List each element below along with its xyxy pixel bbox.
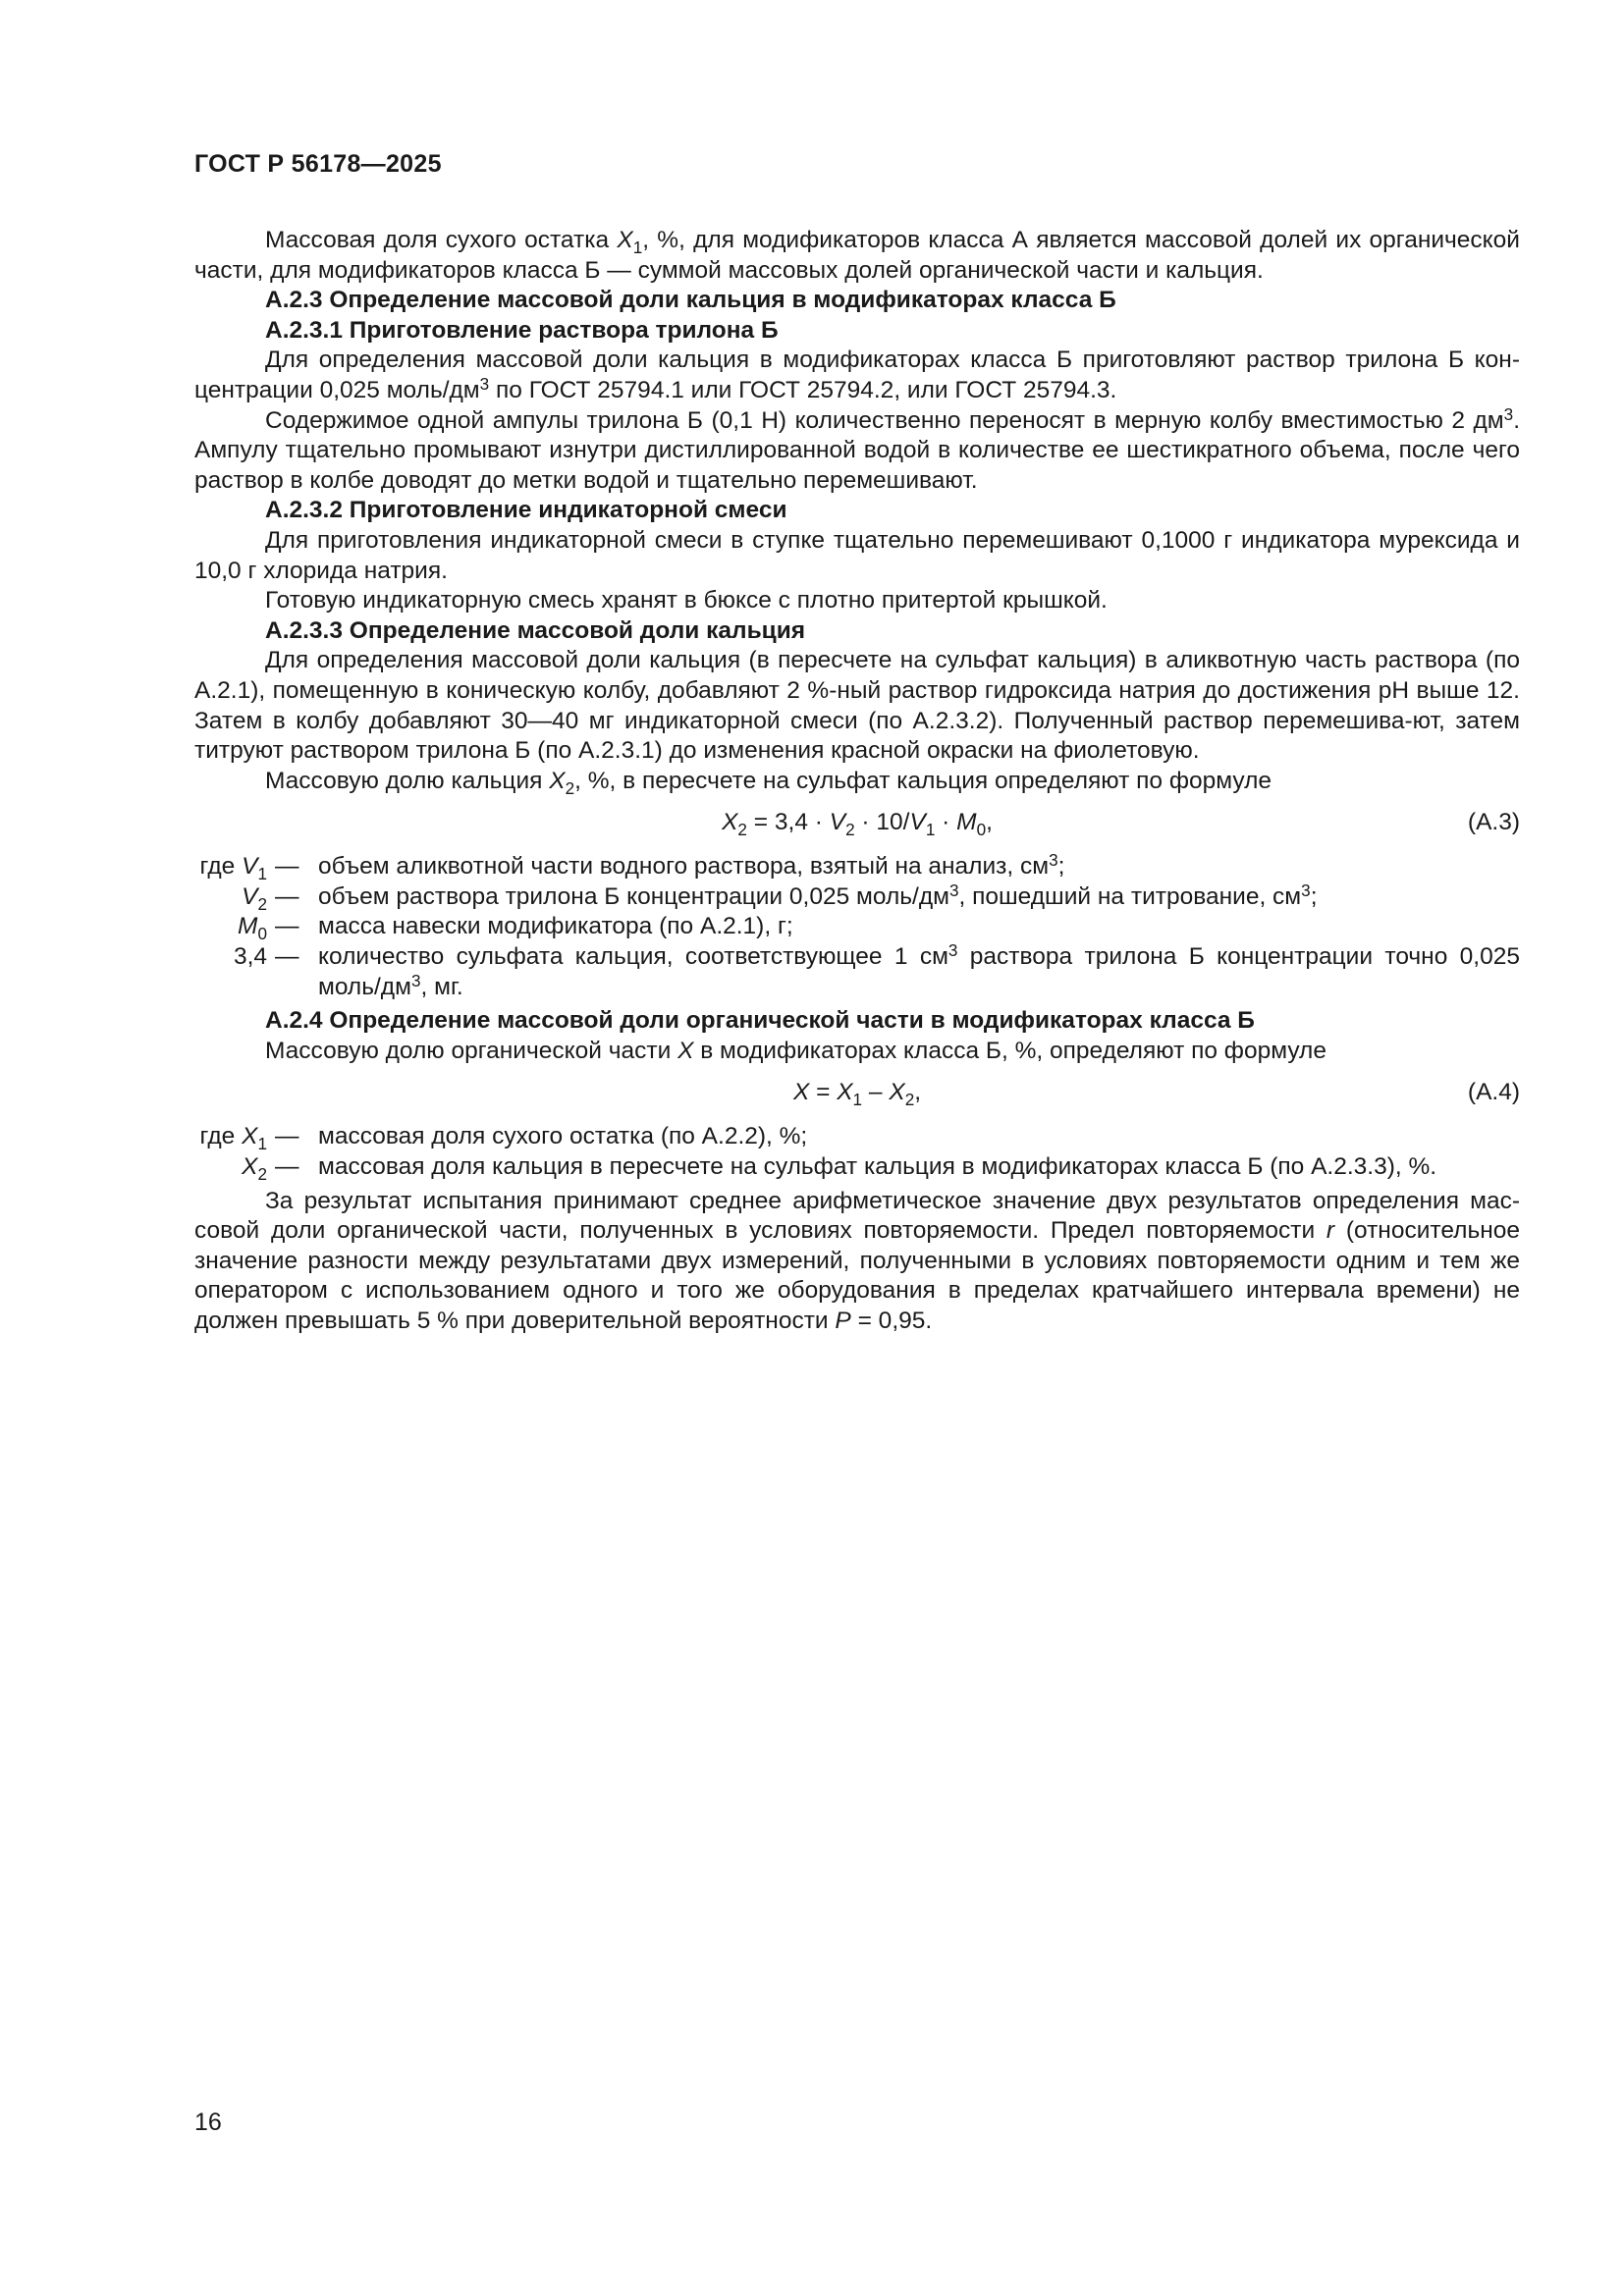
heading-a-2-3-3: А.2.3.3 Определение массовой доли кальция: [265, 616, 806, 644]
legend-dash: —: [275, 943, 299, 971]
formula-a4-number: (А.4): [1467, 1079, 1520, 1106]
legend-symbol-v2: $V_2$: [242, 882, 267, 914]
legend-text-v2: объем раствора трилона Б концентрации 0,025 моль/$дм^3$, пошедший на титрование, $см^3$;: [318, 880, 1318, 910]
legend-text-v1: объем аликвотной части водного раствора, взятый на анализ, $см^3$;: [318, 850, 1065, 881]
legend-symbol-x1: где $X_1$: [199, 1123, 267, 1154]
heading-a-2-3-1: А.2.3.1 Приготовление раствора трилона Б: [265, 316, 779, 344]
paragraph-calcium-formula-intro: Массовую долю кальция $X_2$, %, в пересчете на сульфат кальция определяют по формуле: [265, 767, 1272, 798]
paragraph-ampoule: Содержимое одной ампулы трилона Б (0,1 Н) количественно переносят в мерную колбу вместимостью 2 $дм^3$. Ампулу тщательно промывают изнутри дистиллированной водой в количестве ее шестикратного объема, после чего раствор в колбе доводят до метки водой и тщательно перемешивают.: [194, 403, 1520, 494]
document-header: ГОСТ Р 56178—2025: [194, 150, 442, 178]
paragraph-indicator-mix: Для приготовления индикаторной смеси в ступке тщательно перемешивают 0,1000 г индикатора мурексида и 10,0 г хлорида натрия.: [194, 526, 1520, 584]
legend-symbol-m0: $M_0$: [238, 913, 267, 944]
paragraph-trilon-preparation: Для определения массовой доли кальция в модификаторах класса Б приготовляют раствор трилона Б кон-центрации 0,025 моль/$дм^3$ по ГОСТ 25794.1 или ГОСТ 25794.2, или ГОСТ 25794.3.: [194, 347, 1520, 403]
legend-symbol-x2: $X_2$: [242, 1153, 267, 1185]
paragraph-organic-formula-intro: Массовую долю органической части X в модификаторах класса Б, %, определяют по формуле: [265, 1037, 1326, 1064]
paragraph-test-result: За результат испытания принимают среднее арифметическое значение двух результатов определения мас-совой доли органической части, полученных в условиях повторяемости. Предел повторяемости r (относительное значение разности между результатами двух измерений, полученными в условиях повторяемости одним и тем же оператором с использованием одного и того же оборудования в пределах кратчайшего интервала времени) не должен превышать 5 % при доверительной вероятности P = 0,95.: [194, 1187, 1520, 1334]
legend-symbol-3-4: 3,4: [233, 943, 267, 971]
document-body: [194, 226, 1520, 1337]
heading-a-2-3: А.2.3 Определение массовой доли кальция в модификаторах класса Б: [265, 287, 1116, 314]
paragraph-calcium-determination: Для определения массовой доли кальция (в пересчете на сульфат кальция) в аликвотную часть раствора (по А.2.1), помещенную в коническую колбу, добавляют 2 %-ный раствор гидроксида натрия до достижения pH выше 12. Затем в колбу добавляют 30—40 мг индикаторной смеси (по А.2.3.2). Полученный раствор перемешива-ют, затем титруют раствором трилона Б (по А.2.3.1) до изменения красной окраски на фиолетовую.: [194, 647, 1520, 765]
formula-a3-expression: $X_2 = 3,4 \cdot V_2 \cdot 10/V_1 \cdot M_0$,: [722, 809, 993, 840]
legend-a4: [194, 1122, 1520, 1185]
paragraph-dry-residue: Массовая доля сухого остатка $X_1$, %, для модификаторов класса А является массовой долей их органической части, для модификаторов класса Б — суммой массовых долей органической части и кальция.: [194, 227, 1520, 284]
legend-dash: —: [275, 853, 299, 881]
legend-dash: —: [275, 913, 299, 940]
legend-a3: [194, 852, 1520, 1002]
legend-dash: —: [275, 882, 299, 910]
paragraph-indicator-storage: Готовую индикаторную смесь хранят в бюксе с плотно притертой крышкой.: [265, 587, 1108, 614]
formula-a3-number: (А.3): [1467, 809, 1520, 836]
heading-a-2-4: А.2.4 Определение массовой доли органической части в модификаторах класса Б: [265, 1007, 1255, 1035]
legend-text-3-4: количество сульфата кальция, соответствующее 1 $см^3$ раствора трилона Б концентрации точно 0,025 моль/$дм^3$, мг.: [318, 940, 1520, 1000]
legend-text-m0: масса навески модификатора (по А.2.1), г;: [318, 913, 793, 940]
legend-text-x1: массовая доля сухого остатка (по А.2.2), %;: [318, 1123, 808, 1150]
page-number: 16: [194, 2109, 222, 2136]
formula-a4-expression: $X = X_1 - X_2$,: [792, 1079, 922, 1110]
legend-text-x2: массовая доля кальция в пересчете на сульфат кальция в модификаторах класса Б (по А.2.3.3), %.: [318, 1153, 1437, 1181]
legend-dash: —: [275, 1153, 299, 1181]
legend-symbol-v1: где $V_1$: [199, 853, 267, 884]
heading-a-2-3-2: А.2.3.2 Приготовление индикаторной смеси: [265, 497, 787, 524]
legend-dash: —: [275, 1123, 299, 1150]
formula-a4: [194, 1070, 1520, 1114]
formula-a3: [194, 800, 1520, 844]
